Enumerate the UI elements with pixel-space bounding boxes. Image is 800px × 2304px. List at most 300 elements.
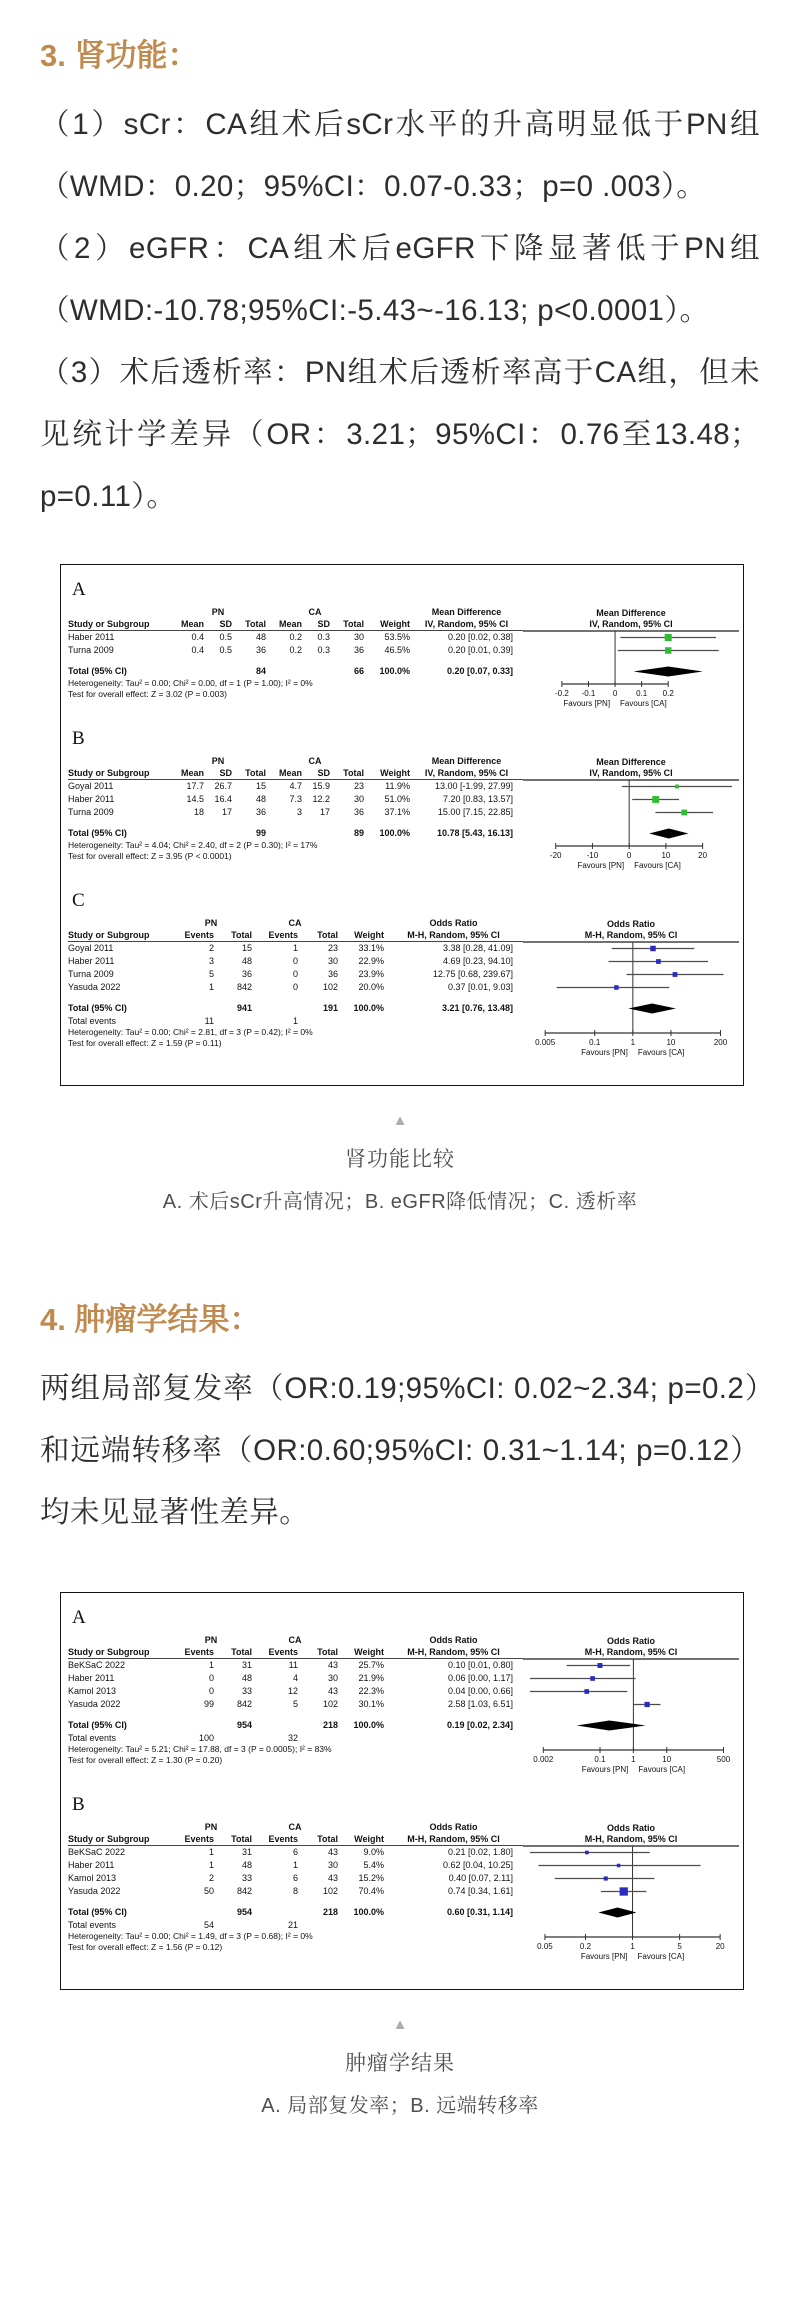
svg-text:0: 0 — [626, 851, 632, 860]
column-header: Events — [268, 929, 298, 940]
column-header: Total — [317, 1833, 338, 1844]
forest-table — [68, 755, 523, 878]
forest-cell: 99 — [203, 1699, 214, 1709]
column-header-row — [68, 1646, 523, 1659]
svg-text:Favours [PN]: Favours [PN] — [581, 1765, 629, 1774]
forest-cell: 21 — [287, 1919, 298, 1930]
forest-cell: 12.2 — [312, 794, 330, 804]
study-name: Turna 2009 — [68, 807, 114, 817]
weight-value: 5.4% — [363, 1860, 384, 1870]
figure1-caption-subtitle: A. 术后sCr升高情况；B. eGFR降低情况；C. 透析率 — [162, 1191, 638, 1213]
forest-cell: 2 — [208, 1873, 214, 1883]
forest-cell: 218 — [322, 1907, 338, 1917]
column-header: Study or Subgroup — [68, 929, 150, 940]
forest-cell: 1 — [292, 1860, 298, 1870]
svg-text:0.005: 0.005 — [535, 1038, 556, 1047]
total-row — [68, 665, 523, 678]
group2-label: CA — [308, 606, 322, 617]
forest-cell: 0.60 [0.31, 1.14] — [446, 1907, 513, 1917]
overall-effect-note: Test for overall effect: Z = 3.95 (P < 0.0001) — [68, 851, 232, 861]
forest-cell: 4 — [292, 1673, 298, 1683]
weight-value: 30.1% — [358, 1699, 384, 1709]
forest-cell: 14.5 — [186, 794, 204, 804]
forest-cell: 36 — [241, 969, 252, 979]
forest-plot-svg — [523, 606, 739, 716]
forest-cell: 2 — [208, 943, 214, 953]
spacer — [68, 1711, 523, 1719]
study-name: Yasuda 2022 — [68, 1699, 121, 1709]
column-header: Events — [184, 1833, 214, 1844]
svg-text:Favours [PN]: Favours [PN] — [581, 1048, 628, 1057]
weight-value: 11.9% — [385, 781, 410, 791]
forest-cell: 66 — [353, 666, 364, 676]
forest-cell: 30 — [327, 1860, 338, 1870]
study-name: Yasuda 2022 — [68, 982, 121, 992]
total-label: Total (95% CI) — [68, 828, 127, 838]
column-header: Events — [184, 929, 214, 940]
panel-label: C — [72, 890, 85, 911]
group2-label: CA — [288, 1821, 302, 1832]
forest-cell: 100.0% — [353, 1907, 384, 1917]
panel-body — [68, 1634, 738, 1782]
group2-label: CA — [288, 917, 302, 928]
forest-cell: 33 — [241, 1873, 252, 1883]
forest-cell: 43 — [327, 1686, 338, 1696]
forest-cell: 43 — [327, 1660, 338, 1670]
forest-cell: 0 — [292, 956, 298, 966]
ci-text: 0.06 [0.00, 1.17] — [447, 1673, 513, 1683]
column-header: Study or Subgroup — [68, 1646, 150, 1657]
column-header: Total — [231, 929, 252, 940]
forest-cell: 102 — [322, 1699, 338, 1709]
forest-cell: 17 — [221, 807, 232, 817]
ci-text: 0.21 [0.02, 1.80] — [447, 1847, 513, 1857]
forest-cell: 100.0% — [379, 828, 410, 838]
figure-oncology — [60, 1592, 744, 1990]
forest-cell: 102 — [322, 982, 338, 992]
forest-cell: 1 — [208, 1847, 214, 1857]
forest-cell: 54 — [203, 1919, 214, 1930]
heterogeneity-note: Heterogeneity: Tau² = 5.21; Chi² = 17.88, df = 3 (P = 0.0005); I² = 83% — [68, 1744, 332, 1754]
group1-label: PN — [211, 606, 225, 617]
ci-text: 0.20 [0.02, 0.38] — [447, 632, 513, 642]
svg-text:0: 0 — [612, 689, 618, 698]
forest-cell: 36 — [353, 645, 364, 655]
column-header: Mean — [180, 618, 204, 629]
column-header: Weight — [354, 1646, 384, 1657]
forest-cell: 30 — [327, 1673, 338, 1683]
forest-plot-svg — [523, 1821, 739, 1969]
forest-cell: 17 — [319, 807, 330, 817]
model-label: M-H, Random, 95% CI — [407, 1646, 500, 1657]
svg-text:IV, Random, 95% CI: IV, Random, 95% CI — [589, 768, 673, 778]
forest-cell: 0.4 — [191, 645, 204, 655]
study-row — [68, 644, 523, 657]
weight-value: 25.7% — [358, 1660, 384, 1670]
weight-value: 22.3% — [358, 1686, 384, 1696]
svg-text:-0.1: -0.1 — [581, 689, 596, 698]
column-header: Weight — [380, 618, 410, 629]
effect-label: Odds Ratio — [429, 1821, 478, 1832]
spacer — [68, 1898, 523, 1906]
forest-cell: 15 — [255, 781, 266, 791]
forest-cell: 941 — [236, 1003, 252, 1013]
group2-label: CA — [288, 1634, 302, 1645]
svg-text:-20: -20 — [549, 851, 562, 860]
forest-cell: 36 — [255, 807, 266, 817]
panel-body — [68, 606, 738, 716]
svg-text:Favours [CA]: Favours [CA] — [634, 861, 681, 870]
forest-cell: 218 — [322, 1720, 338, 1730]
forest-cell: 26.7 — [214, 781, 232, 791]
ci-text: 0.74 [0.34, 1.61] — [447, 1886, 513, 1896]
spacer — [68, 994, 523, 1002]
forest-cell: 3 — [296, 807, 302, 817]
panel-label: B — [72, 1794, 85, 1815]
column-header: SD — [219, 767, 232, 778]
heterogeneity-note: Heterogeneity: Tau² = 0.00; Chi² = 2.81, df = 3 (P = 0.42); I² = 0% — [68, 1027, 313, 1037]
effect-label: Mean Difference — [431, 606, 502, 617]
group-header-row — [68, 917, 523, 929]
forest-cell: 30 — [353, 632, 364, 642]
svg-text:0.1: 0.1 — [594, 1755, 606, 1764]
forest-cell: 0.19 [0.02, 2.34] — [446, 1720, 513, 1730]
column-header: SD — [219, 618, 232, 629]
column-header: Total — [343, 618, 364, 629]
forest-cell: 17.7 — [186, 781, 204, 791]
forest-cell: 1 — [208, 1660, 214, 1670]
svg-text:Favours [CA]: Favours [CA] — [637, 1952, 685, 1961]
forest-cell: 842 — [236, 1699, 252, 1709]
forest-plot-svg — [523, 917, 739, 1065]
svg-text:Odds Ratio: Odds Ratio — [606, 919, 656, 929]
svg-text:Mean Difference: Mean Difference — [596, 757, 666, 767]
study-row — [68, 1872, 523, 1885]
forest-cell: 99 — [255, 828, 266, 838]
forest-cell: 23 — [327, 943, 338, 953]
column-header: Total — [343, 767, 364, 778]
forest-cell: 0 — [292, 982, 298, 992]
study-name: Haber 2011 — [68, 1860, 115, 1870]
study-row — [68, 968, 523, 981]
ci-text: 2.58 [1.03, 6.51] — [447, 1699, 513, 1709]
forest-cell: 102 — [322, 1886, 338, 1896]
forest-cell: 0.3 — [317, 632, 330, 642]
group1-label: PN — [204, 917, 218, 928]
forest-cell: 842 — [236, 982, 252, 992]
forest-cell: 48 — [255, 794, 266, 804]
paragraph-egfr: （2）eGFR：CA组术后eGFR下降显著低于PN组（WMD:-10.78;95%CI:-5.43~-16.13; p<0.0001）。 — [40, 232, 760, 327]
heterogeneity-note: Heterogeneity: Tau² = 0.00; Chi² = 0.00, df = 1 (P = 1.00); I² = 0% — [68, 678, 313, 688]
forest-cell: 0.20 [0.07, 0.33] — [446, 666, 513, 676]
study-name: Turna 2009 — [68, 969, 114, 979]
column-header: SD — [317, 618, 330, 629]
column-header: Study or Subgroup — [68, 767, 150, 778]
study-row — [68, 1859, 523, 1872]
study-name: Goyal 2011 — [68, 781, 114, 791]
forest-cell: Total events — [68, 1732, 117, 1743]
weight-value: 46.5% — [384, 645, 410, 655]
column-header: Total — [245, 618, 266, 629]
figure-renal-function — [60, 564, 744, 1086]
study-name: Kamol 2013 — [68, 1873, 117, 1883]
forest-cell: 32 — [287, 1732, 298, 1743]
column-header: SD — [317, 767, 330, 778]
svg-text:Favours [PN]: Favours [PN] — [580, 1952, 628, 1961]
study-name: Haber 2011 — [68, 794, 115, 804]
model-label: IV, Random, 95% CI — [424, 767, 509, 778]
forest-cell: 43 — [327, 1873, 338, 1883]
column-header-row — [68, 929, 523, 942]
column-header: Events — [268, 1833, 298, 1844]
svg-text:10: 10 — [661, 851, 671, 860]
panel-label: A — [72, 1607, 86, 1628]
column-header-row — [68, 1833, 523, 1846]
ci-text: 0.62 [0.04, 10.25] — [442, 1860, 513, 1870]
total-events-row — [68, 1732, 523, 1744]
study-name: Yasuda 2022 — [68, 1886, 121, 1896]
svg-text:M-H, Random, 95% CI: M-H, Random, 95% CI — [584, 1834, 678, 1844]
forest-cell: 1 — [292, 943, 298, 953]
study-row — [68, 1659, 523, 1672]
column-header: Events — [184, 1646, 214, 1657]
svg-text:Favours [CA]: Favours [CA] — [637, 1048, 685, 1057]
column-header: Mean — [278, 767, 302, 778]
svg-text:-10: -10 — [586, 851, 599, 860]
paragraph-scr: （1）sCr：CA组术后sCr水平的升高明显低于PN组（WMD：0.20；95%CI：0.07-0.33；p=0 .003）。 — [40, 108, 760, 203]
forest-cell: 15.9 — [312, 781, 330, 791]
forest-cell: Total events — [68, 1015, 117, 1026]
forest-cell: 1 — [208, 982, 214, 992]
forest-cell: 30 — [353, 794, 364, 804]
forest-table — [68, 1634, 523, 1782]
forest-cell: 0.5 — [219, 645, 232, 655]
weight-value: 33.1% — [358, 943, 384, 953]
ci-text: 0.40 [0.07, 2.11] — [448, 1873, 513, 1883]
forest-cell: 3.21 [0.76, 13.48] — [441, 1003, 513, 1013]
section-4-heading: 4. 肿瘤学结果： — [40, 1302, 261, 1337]
collapse-triangle-icon[interactable]: ▲ — [392, 2016, 408, 2033]
forest-cell: 89 — [353, 828, 364, 838]
weight-value: 22.9% — [358, 956, 384, 966]
svg-text:M-H, Random, 95% CI: M-H, Random, 95% CI — [584, 1647, 678, 1657]
forest-cell: 0 — [208, 1686, 214, 1696]
study-row — [68, 806, 523, 819]
study-name: BeKSaC 2022 — [68, 1660, 126, 1670]
study-name: Kamol 2013 — [68, 1686, 117, 1696]
study-row — [68, 1885, 523, 1898]
forest-table — [68, 1821, 523, 1969]
ci-text: 0.04 [0.00, 0.66] — [447, 1686, 513, 1696]
forest-cell: 11 — [288, 1660, 298, 1670]
panel-label: B — [72, 728, 85, 749]
study-name: Haber 2011 — [68, 1673, 115, 1683]
svg-text:10: 10 — [666, 1038, 676, 1047]
column-header: Total — [245, 767, 266, 778]
svg-text:0.1: 0.1 — [636, 689, 648, 698]
collapse-triangle-icon[interactable]: ▲ — [392, 1112, 408, 1129]
study-row — [68, 1672, 523, 1685]
total-label: Total (95% CI) — [68, 1907, 127, 1917]
forest-cell: 12 — [287, 1686, 298, 1696]
group1-label: PN — [204, 1821, 218, 1832]
svg-text:10: 10 — [662, 1755, 672, 1764]
svg-text:Mean Difference: Mean Difference — [596, 608, 666, 618]
panel-body — [68, 917, 738, 1065]
column-header-row — [68, 767, 523, 780]
forest-cell: 0.2 — [289, 645, 302, 655]
forest-cell: 954 — [236, 1907, 252, 1917]
svg-text:1: 1 — [630, 1942, 635, 1951]
weight-value: 23.9% — [358, 969, 384, 979]
ci-text: 4.69 [0.23, 94.10] — [442, 956, 513, 966]
study-row — [68, 1685, 523, 1698]
total-row — [68, 1906, 523, 1919]
study-row — [68, 780, 523, 793]
column-header: Total — [317, 929, 338, 940]
forest-cell: 50 — [203, 1886, 214, 1896]
forest-cell: 43 — [327, 1847, 338, 1857]
forest-panel-local-recurrence — [68, 1607, 738, 1782]
column-header: Weight — [354, 929, 384, 940]
ci-text: 0.20 [0.01, 0.39] — [447, 645, 513, 655]
study-row — [68, 631, 523, 644]
forest-cell: 48 — [241, 956, 252, 966]
study-row — [68, 1698, 523, 1711]
total-row — [68, 1002, 523, 1015]
forest-cell: 4.7 — [289, 781, 302, 791]
figure2-caption-subtitle: A. 局部复发率；B. 远端转移率 — [261, 2095, 539, 2117]
svg-text:500: 500 — [716, 1755, 731, 1764]
paragraph-dialysis: （3）术后透析率：PN组术后透析率高于CA组，但未见统计学差异（OR：3.21；95%CI：0.76至13.48；p=0.11）。 — [40, 356, 760, 513]
effect-label: Odds Ratio — [429, 917, 478, 928]
study-row — [68, 1846, 523, 1859]
study-row — [68, 942, 523, 955]
svg-text:0.2: 0.2 — [662, 689, 674, 698]
forest-cell: 30 — [327, 956, 338, 966]
overall-effect-note: Test for overall effect: Z = 1.30 (P = 0.20) — [68, 1755, 223, 1765]
forest-panel-dialysis — [68, 890, 738, 1065]
total-label: Total (95% CI) — [68, 666, 127, 676]
spacer — [68, 819, 523, 827]
group-header-row — [68, 755, 523, 767]
forest-cell: 36 — [327, 969, 338, 979]
column-header: Total — [231, 1646, 252, 1657]
forest-table — [68, 606, 523, 716]
forest-cell: 0 — [292, 969, 298, 979]
study-name: BeKSaC 2022 — [68, 1847, 126, 1857]
forest-cell: 15 — [241, 943, 252, 953]
column-header: Total — [231, 1833, 252, 1844]
group1-label: PN — [211, 755, 225, 766]
forest-cell: 16.4 — [214, 794, 232, 804]
forest-cell: 6 — [292, 1873, 298, 1883]
forest-cell: 18 — [193, 807, 204, 817]
model-label: IV, Random, 95% CI — [424, 618, 509, 629]
svg-text:1: 1 — [631, 1755, 636, 1764]
ci-text: 3.38 [0.28, 41.09] — [442, 943, 513, 953]
forest-cell: 1 — [208, 1860, 214, 1870]
heterogeneity-note: Heterogeneity: Tau² = 0.00; Chi² = 1.49, df = 3 (P = 0.68); I² = 0% — [68, 1931, 313, 1941]
svg-text:Favours [PN]: Favours [PN] — [577, 861, 625, 870]
effect-label: Odds Ratio — [429, 1634, 478, 1645]
svg-text:0.05: 0.05 — [537, 1942, 553, 1951]
overall-effect-note: Test for overall effect: Z = 1.56 (P = 0.12) — [68, 1942, 223, 1952]
study-name: Goyal 2011 — [68, 943, 114, 953]
forest-cell: 100 — [198, 1732, 214, 1743]
forest-cell: 36 — [255, 645, 266, 655]
svg-text:Favours [CA]: Favours [CA] — [620, 699, 667, 708]
forest-cell: 48 — [255, 632, 266, 642]
weight-value: 15.2% — [358, 1873, 384, 1883]
model-label: M-H, Random, 95% CI — [407, 1833, 500, 1844]
spacer — [68, 657, 523, 665]
forest-panel-egfr — [68, 728, 738, 878]
forest-cell: 100.0% — [379, 666, 410, 676]
forest-cell: 8 — [292, 1886, 298, 1896]
forest-cell: 31 — [241, 1660, 252, 1670]
svg-text:Favours [PN]: Favours [PN] — [563, 699, 611, 708]
ci-text: 15.00 [7.15, 22.85] — [437, 807, 513, 817]
svg-text:1: 1 — [630, 1038, 636, 1047]
total-row — [68, 1719, 523, 1732]
ci-text: 0.37 [0.01, 9.03] — [447, 982, 513, 992]
forest-cell: 954 — [236, 1720, 252, 1730]
weight-value: 37.1% — [384, 807, 410, 817]
forest-cell: 100.0% — [353, 1720, 384, 1730]
column-header: Weight — [380, 767, 410, 778]
group1-label: PN — [204, 1634, 218, 1645]
panel-body — [68, 755, 738, 878]
forest-cell: 1 — [292, 1015, 298, 1026]
forest-cell: 36 — [353, 807, 364, 817]
column-header-row — [68, 618, 523, 631]
forest-table — [68, 917, 523, 1065]
group-header-row — [68, 1821, 523, 1833]
svg-text:0.2: 0.2 — [579, 1942, 592, 1951]
group2-label: CA — [308, 755, 322, 766]
forest-cell: 5 — [208, 969, 214, 979]
study-name: Haber 2011 — [68, 632, 115, 642]
total-row — [68, 827, 523, 840]
study-row — [68, 955, 523, 968]
overall-effect-note: Test for overall effect: Z = 1.59 (P = 0.11) — [68, 1038, 222, 1048]
study-name: Turna 2009 — [68, 645, 114, 655]
column-header: Mean — [278, 618, 302, 629]
column-header: Mean — [180, 767, 204, 778]
svg-text:5: 5 — [677, 1942, 682, 1951]
group-header-row — [68, 606, 523, 618]
ci-text: 12.75 [0.68, 239.67] — [432, 969, 513, 979]
forest-cell: 33 — [241, 1686, 252, 1696]
weight-value: 20.0% — [358, 982, 384, 992]
total-label: Total (95% CI) — [68, 1003, 127, 1013]
svg-text:Odds Ratio: Odds Ratio — [606, 1636, 656, 1646]
forest-cell: 31 — [241, 1847, 252, 1857]
column-header: Events — [268, 1646, 298, 1657]
forest-cell: 0.3 — [317, 645, 330, 655]
weight-value: 51.0% — [384, 794, 410, 804]
column-header: Total — [317, 1646, 338, 1657]
panel-body — [68, 1821, 738, 1969]
total-events-row — [68, 1919, 523, 1931]
model-label: M-H, Random, 95% CI — [407, 929, 500, 940]
svg-text:200: 200 — [713, 1038, 728, 1047]
forest-panel-scr — [68, 579, 738, 716]
forest-cell: 0 — [208, 1673, 214, 1683]
ci-text: 13.00 [-1.99, 27.99] — [434, 781, 513, 791]
forest-cell: 48 — [241, 1673, 252, 1683]
